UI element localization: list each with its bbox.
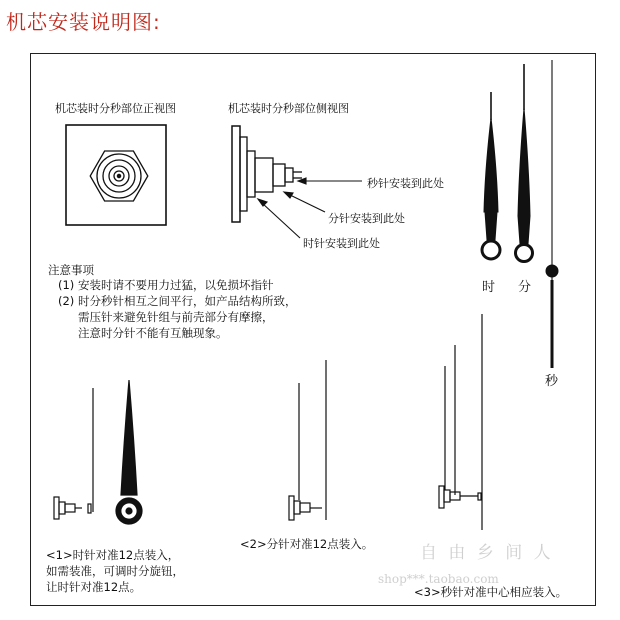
- callout-second: 秒针安装到此处: [367, 177, 444, 190]
- hand-label-minute: 分: [518, 280, 532, 295]
- page-title: 机芯安装说明图:: [6, 10, 161, 34]
- watermark-name: 自 由 乡 间 人: [420, 543, 554, 563]
- minute-hand: [516, 64, 533, 262]
- hand-label-hour: 时: [482, 280, 496, 295]
- step1-line-2: 如需装准，可调时分旋钮，: [46, 564, 184, 578]
- front-view-label: 机芯装时分秒部位正视图: [55, 102, 176, 115]
- note-line-2: (2) 时分秒针相互之间平行，如产品结构所致，: [58, 294, 297, 308]
- step1-drawing: [54, 380, 142, 524]
- notes-heading: 注意事项: [48, 263, 94, 277]
- step2-text: <2>分针对准12点装入。: [240, 537, 374, 551]
- watermark-url: shop***.taobao.com: [378, 572, 499, 586]
- step3-text: <3>秒针对准中心相应装入。: [414, 585, 568, 599]
- step1-line-3: 让时针对准12点。: [46, 580, 142, 594]
- side-view-label: 机芯装时分秒部位侧视图: [228, 102, 349, 115]
- step1-line-1: <1>时针对准12点装入，: [46, 548, 180, 562]
- second-hand: [546, 60, 558, 368]
- front-view-drawing: [66, 125, 166, 225]
- step3-drawing: [439, 314, 482, 530]
- note-line-1: (1) 安装时请不要用力过猛，以免损坏指针: [58, 278, 274, 292]
- callout-minute: 分针安装到此处: [328, 212, 405, 225]
- step2-drawing: [289, 360, 326, 520]
- note-line-4: 注意时分针不能有互触现象。: [78, 326, 228, 340]
- hand-label-second: 秒: [545, 374, 559, 389]
- note-line-3: 需压针来避免针组与前壳部分有摩擦，: [78, 310, 274, 324]
- callout-hour: 时针安装到此处: [303, 237, 380, 250]
- hour-hand: [482, 92, 500, 259]
